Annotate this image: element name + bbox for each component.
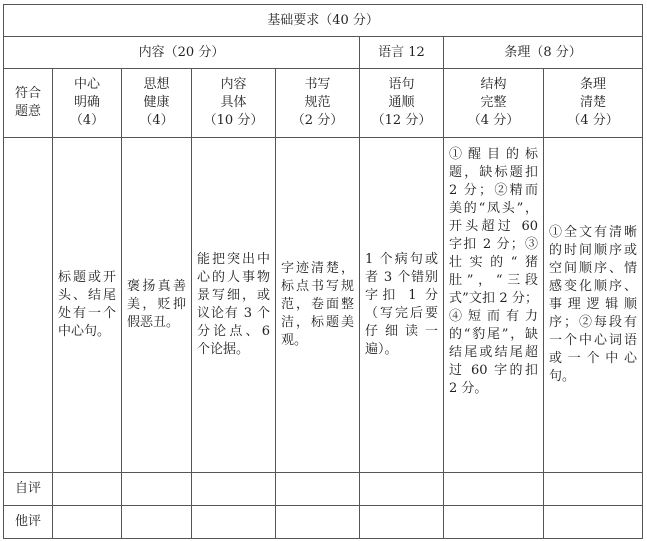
peer-score-cell[interactable] bbox=[192, 506, 276, 539]
self-score-cell[interactable] bbox=[53, 473, 122, 506]
self-score-cell[interactable] bbox=[192, 473, 276, 506]
group-content: 内容（20 分） bbox=[4, 37, 360, 69]
criterion-central: 中心 明确 （4） bbox=[53, 69, 122, 138]
desc-substance bbox=[192, 138, 276, 473]
criterion-thought: 思想 健康 （4） bbox=[122, 69, 192, 138]
peer-score-cell[interactable] bbox=[53, 506, 122, 539]
desc-structure bbox=[444, 138, 544, 473]
criterion-structure: 结构 完整 （4 分） bbox=[444, 69, 544, 138]
self-score-cell[interactable] bbox=[360, 473, 444, 506]
desc-substance-text: 能把突出中心的人事物景写细，或议论有 3 个分论点、6 个论据。 bbox=[197, 252, 270, 357]
desc-sentence-text: 1 个病句或者 3 个错别字扣 1 分（写完后要仔细读一遍）。 bbox=[365, 252, 438, 357]
peer-score-cell[interactable] bbox=[544, 506, 643, 539]
desc-central bbox=[53, 138, 122, 473]
self-score-cell[interactable] bbox=[544, 473, 643, 506]
peer-score-cell[interactable] bbox=[444, 506, 544, 539]
desc-thought bbox=[122, 138, 192, 473]
group-language: 语言 12 bbox=[360, 37, 444, 69]
self-score-cell[interactable] bbox=[276, 473, 360, 506]
self-score-cell[interactable] bbox=[122, 473, 192, 506]
desc-writing bbox=[276, 138, 360, 473]
desc-thought-text: 褒扬真善美，贬抑假恶丑。 bbox=[127, 279, 186, 330]
desc-writing-text: 字迹清楚，标点书写规范，卷面整洁，标题美观。 bbox=[281, 261, 354, 348]
desc-structure-text: ①醒目的标题，缺标题扣 2 分；②精而美的“凤头”，开头超过 60 字扣 2 分；③壮实的“猪肚”，“三段式”文扣 2 分；④短而有力的“豹尾”，缺结尾或结尾超过 60 字的扣 2 分。 bbox=[449, 147, 538, 396]
desc-central-text: 标题或开头、结尾处有一个中心句。 bbox=[58, 270, 116, 339]
criterion-writing: 书写 规范 （2 分） bbox=[276, 69, 360, 138]
criterion-fit: 符合 题意 bbox=[4, 69, 53, 138]
scoring-rubric-table bbox=[3, 4, 643, 539]
criterion-sentence: 语句 通顺 （12 分） bbox=[360, 69, 444, 138]
row-label-peer: 他评 bbox=[4, 506, 53, 539]
peer-score-cell[interactable] bbox=[276, 506, 360, 539]
criterion-clarity: 条理 清楚 （4 分） bbox=[544, 69, 643, 138]
desc-clarity bbox=[544, 138, 643, 473]
desc-sentence bbox=[360, 138, 444, 473]
row-label-self: 自评 bbox=[4, 473, 53, 506]
desc-clarity-text: ①全文有清晰的时间顺序或空间顺序、情感变化顺序、事理逻辑顺序；②每段有一个中心词语或一个中心句。 bbox=[549, 225, 638, 384]
group-organization: 条理（8 分） bbox=[444, 37, 643, 69]
peer-score-cell[interactable] bbox=[360, 506, 444, 539]
table-title: 基础要求（40 分） bbox=[4, 5, 643, 37]
self-score-cell[interactable] bbox=[444, 473, 544, 506]
peer-score-cell[interactable] bbox=[122, 506, 192, 539]
criterion-substance: 内容 具体 （10 分） bbox=[192, 69, 276, 138]
desc-fit-empty bbox=[4, 138, 53, 473]
